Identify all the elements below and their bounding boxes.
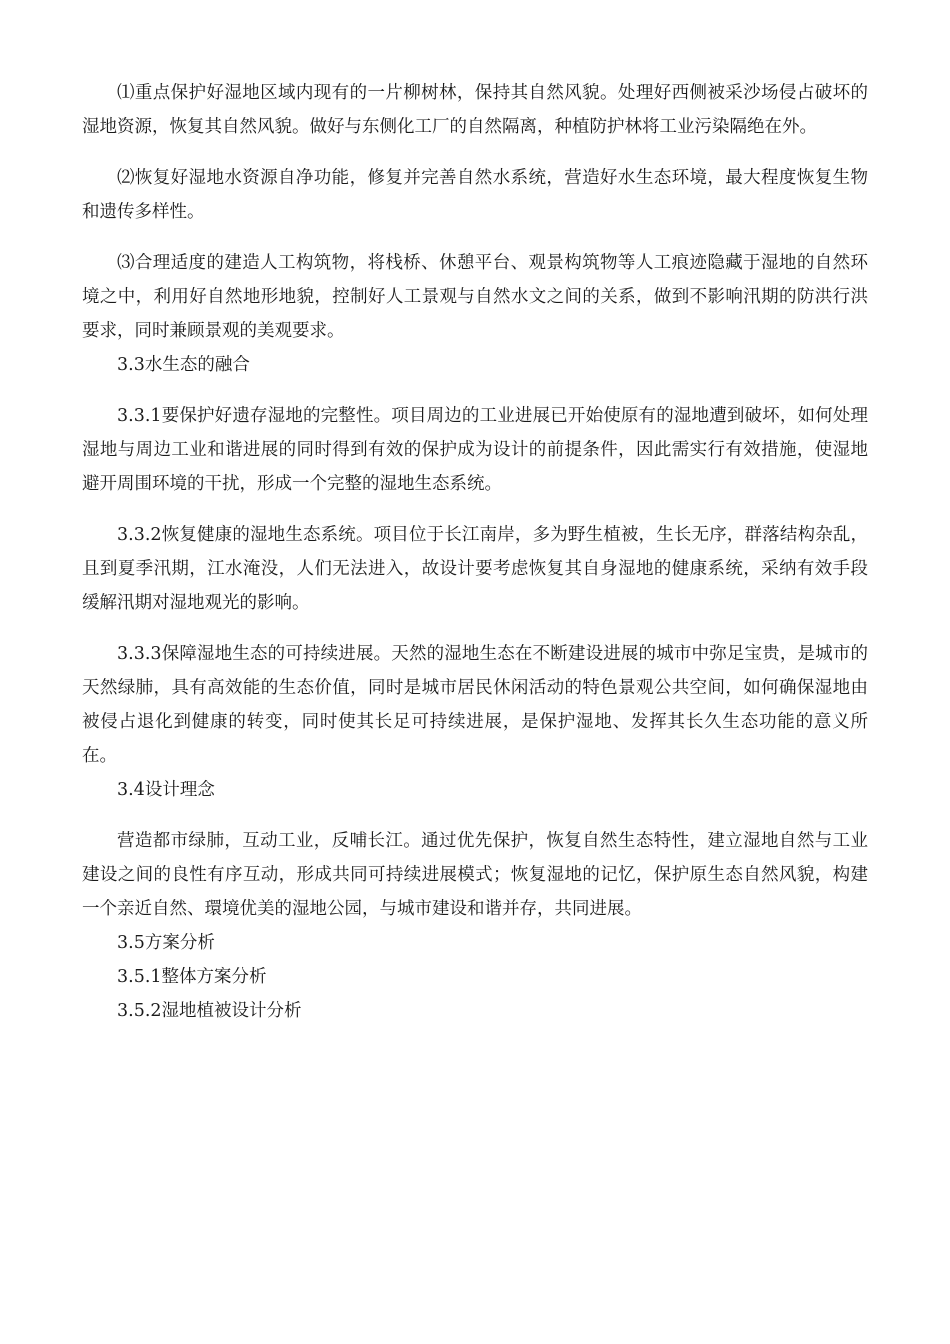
paragraph-3-3-3: 3.3.3保障湿地生态的可持续进展。天然的湿地生态在不断建设进展的城市中弥足宝贵，是城市的天然绿肺，具有高效能的生态价值，同时是城市居民休闲活动的特色景观公共空间，如何确保湿地由被侵占退化到健康的转变，同时使其长足可持续进展，是保护湿地、发挥其长久生态功能的意义所在。	[82, 644, 868, 766]
section-heading-3-3: 3.3水生态的融合	[117, 355, 250, 375]
paragraph-water-self-purification: ⑵恢复好湿地水资源自净功能，修复并完善自然水系统，营造好水生态环境，最大程度恢复生物和遗传多样性。	[82, 168, 868, 222]
paragraph-artificial-structures: ⑶合理适度的建造人工构筑物，将栈桥、休憩平台、观景构筑物等人工痕迹隐藏于湿地的自然环境之中，利用好自然地形地貌，控制好人工景观与自然水文之间的关系，做到不影响汛期的防洪行洪要求，同时兼顾景观的美观要求。	[82, 253, 868, 341]
paragraph-3-3-2: 3.3.2恢复健康的湿地生态系统。项目位于长江南岸，多为野生植被，生长无序，群落结构杂乱，且到夏季汛期，江水淹没，人们无法进入，故设计要考虑恢复其自身湿地的健康系统，采纳有效手段缓解汛期对湿地观光的影响。	[82, 525, 868, 613]
section-heading-3-5-1: 3.5.1整体方案分析	[117, 967, 267, 987]
section-heading-3-4: 3.4设计理念	[117, 780, 215, 800]
paragraph-3-3-1: 3.3.1要保护好遗存湿地的完整性。项目周边的工业进展已开始使原有的湿地遭到破坏，如何处理湿地与周边工业和谐进展的同时得到有效的保护成为设计的前提条件，因此需实行有效措施，使湿地避开周围环境的干扰，形成一个完整的湿地生态系统。	[82, 406, 868, 494]
document-body	[82, 76, 868, 1028]
paragraph-protect-willow: ⑴重点保护好湿地区域内现有的一片柳树林，保持其自然风貌。处理好西侧被采沙场侵占破坏的湿地资源，恢复其自然风貌。做好与东侧化工厂的自然隔离，种植防护林将工业污染隔绝在外。	[82, 83, 868, 137]
paragraph-design-concept: 营造都市绿肺，互动工业，反哺长江。通过优先保护，恢复自然生态特性，建立湿地自然与工业建设之间的良性有序互动，形成共同可持续进展模式；恢复湿地的记忆，保护原生态自然风貌，构建一个亲近自然、環境优美的湿地公园，与城市建设和谐并存，共同进展。	[82, 831, 868, 919]
section-heading-3-5: 3.5方案分析	[117, 933, 215, 953]
section-heading-3-5-2: 3.5.2湿地植被设计分析	[117, 1001, 302, 1021]
